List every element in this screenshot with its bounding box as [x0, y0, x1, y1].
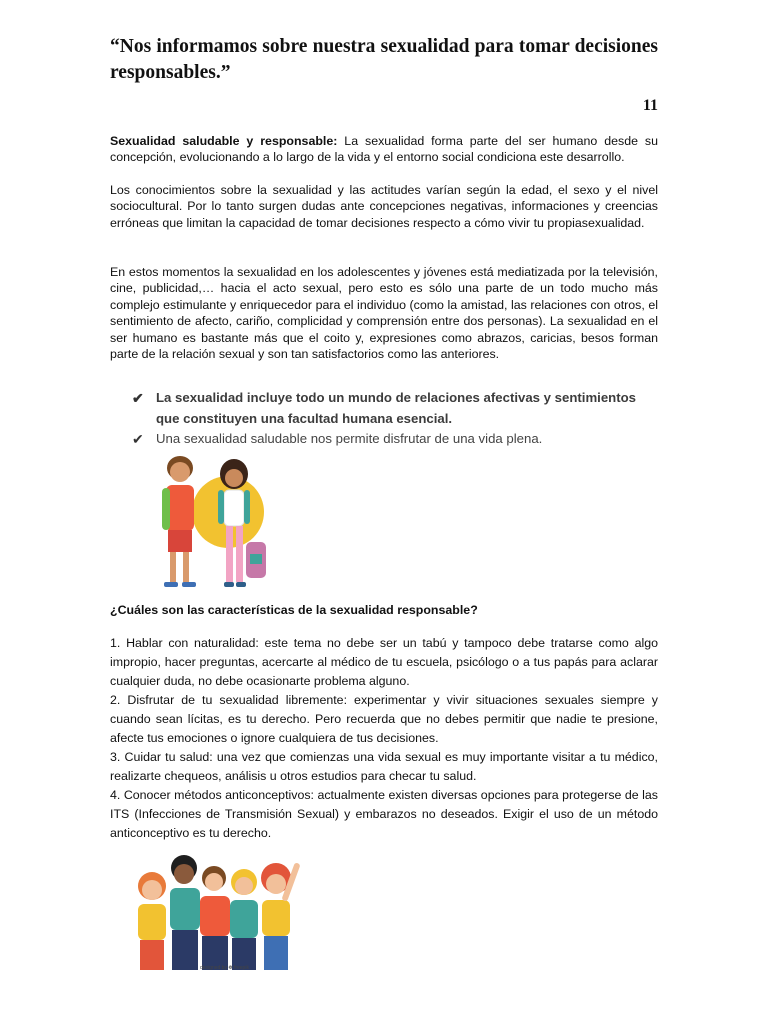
friends-group-illustration — [112, 848, 318, 974]
check-item-text: Una sexualidad saludable nos permite disfrutar de una vida plena. — [156, 431, 543, 446]
image-credit: designed by ❁ freepik — [200, 965, 249, 971]
check-item — [132, 388, 652, 429]
list-item: 2. Disfrutar de tu sexualidad libremente: experimentar y vivir situaciones sexuales siempre y cuando sean lícitas, es tu derecho. Pero recuerda que no debes permitir que nadie te presione, afecte tus emociones o ignore cualquiera de tus decisiones. — [110, 693, 658, 745]
teens-illustration — [150, 450, 274, 592]
section-question: ¿Cuáles son las características de la sexualidad responsable? — [110, 603, 478, 617]
paragraph-body: La sexualidad forma parte del ser humano desde su concepción, evolucionando a lo largo de la vida y el entorno social condiciona este desarrollo. — [110, 134, 659, 165]
list-item: 3. Cuidar tu salud: una vez que comienzas una vida sexual es muy importante visitar a tu médico, realizarte chequeos, análisis u otros estudios para checar tu salud. — [110, 750, 658, 783]
page-title: “Nos informamos sobre nuestra sexualidad para tomar decisiones responsables.” — [110, 36, 658, 83]
paragraph-lead: Sexualidad saludable y responsable: — [110, 134, 338, 148]
page-number: 11 — [642, 97, 658, 114]
check-item — [132, 429, 652, 450]
paragraph-healthy-sexuality — [110, 133, 658, 166]
list-item: 1. Hablar con naturalidad: este tema no debe ser un tabú y tampoco debe tratarse como algo impropio, hacer preguntas, acercarte al médico de tu escuela, psicólogo o a tus papás para aclarar cualquier duda, no debe ocasionarte problema alguno. — [110, 636, 658, 688]
paragraph-adolescents: En estos momentos la sexualidad en los adolescentes y jóvenes está mediatizada por la televisión, cine, publicidad,… hacia el acto sexual, pero esto es sólo una parte de un todo mucho más complejo estimulante y enriquecedor para el individuo (como la amistad, las relaciones con otros, el sentimiento de afecto, cariño, complicidad y comprensión entre dos personas). La sexualidad en el ser humano es bastante más que el coito y, expresiones como abrazos, caricias, besos forman parte de la relación sexual y son tan satisfactorios como las anteriores. — [110, 265, 658, 362]
check-list — [132, 388, 652, 450]
checkmark-icon: ✔ — [132, 390, 144, 406]
list-item: 4. Conocer métodos anticonceptivos: actualmente existen diversas opciones para protegerse de las ITS (Infecciones de Transmisión Sexual) y embarazos no deseados. Exigir el uso de un método anticonceptivo es tu derecho. — [110, 788, 658, 840]
characteristics-list — [110, 634, 658, 843]
checkmark-icon: ✔ — [132, 431, 144, 447]
paragraph-knowledge: Los conocimientos sobre la sexualidad y las actitudes varían según la edad, el sexo y el nivel sociocultural. Por lo tanto surgen dudas ante concepciones negativas, informaciones y creencias erróneas que limitan la capacidad de tomar decisiones respecto a cómo vivir tu propiasexualidad. — [110, 183, 658, 230]
check-item-text: La sexualidad incluye todo un mundo de relaciones afectivas y sentimientos que constituyen una facultad humana esencial. — [156, 390, 637, 426]
